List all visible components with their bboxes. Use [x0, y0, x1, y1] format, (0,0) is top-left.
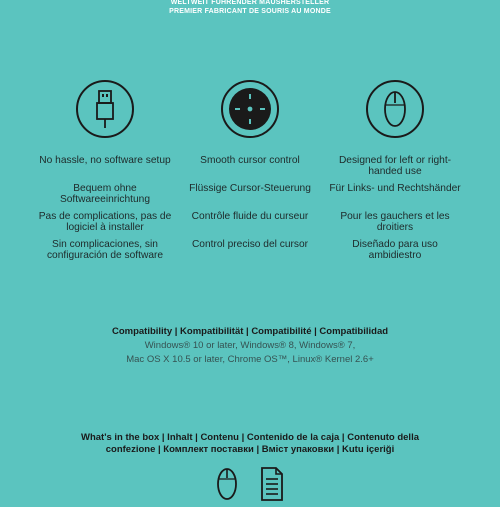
ambidextrous-mouse-icon — [366, 80, 424, 138]
box-contents-section — [0, 432, 500, 507]
feature-text-es: Diseñado para uso ambidiestro — [352, 239, 438, 261]
tagline-fr: PREMIER FABRICANT DE SOURIS AU MONDE — [169, 8, 331, 15]
features-row — [0, 80, 500, 267]
box-contents-title: What's in the box | Inhalt | Contenu | Contenido de la caja | Contenuto della confezione | Комплект поставки | Вміст упаковки | Kutu içeriği — [80, 432, 419, 455]
feature-text-es: Sin complicaciones, sin configuración de software — [46, 239, 164, 261]
feature-text-fr: Pas de complications, pas de logiciel à installer — [38, 211, 172, 233]
usb-plug-icon — [76, 80, 134, 138]
feature-text-en: Designed for left or right-handed use — [338, 155, 452, 177]
smooth-cursor-icon — [221, 80, 279, 138]
compatibility-title: Compatibility | Kompatibilität | Compatibilité | Compatibilidad — [111, 326, 389, 337]
box-contents-icons — [0, 466, 500, 507]
compatibility-section — [0, 326, 500, 365]
brand-tagline — [0, 0, 500, 16]
feature-smooth-cursor — [180, 80, 320, 267]
feature-text-fr: Pour les gauchers et les droitiers — [340, 211, 450, 233]
feature-text-de: Für Links- und Rechtshänder — [329, 183, 461, 194]
feature-text-de: Bequem ohne Softwareeinrichtung — [59, 183, 151, 205]
compatibility-os-line1: Windows® 10 or later, Windows® 8, Windows® 7, — [144, 340, 356, 351]
feature-text-en: No hassle, no software setup — [39, 155, 171, 166]
feature-ambidextrous — [325, 80, 465, 267]
feature-no-software — [35, 80, 175, 267]
feature-text-fr: Contrôle fluide du curseur — [191, 211, 309, 222]
mouse-icon — [215, 466, 239, 507]
tagline-de: WELTWEIT FÜHRENDER MAUSHERSTELLER — [170, 0, 330, 6]
documentation-icon — [259, 466, 285, 507]
feature-text-es: Control preciso del cursor — [191, 239, 309, 250]
feature-text-de: Flüssige Cursor-Steuerung — [189, 183, 311, 194]
compatibility-os-line2: Mac OS X 10.5 or later, Chrome OS™, Linux® Kernel 2.6+ — [126, 354, 374, 365]
feature-text-en: Smooth cursor control — [200, 155, 300, 166]
